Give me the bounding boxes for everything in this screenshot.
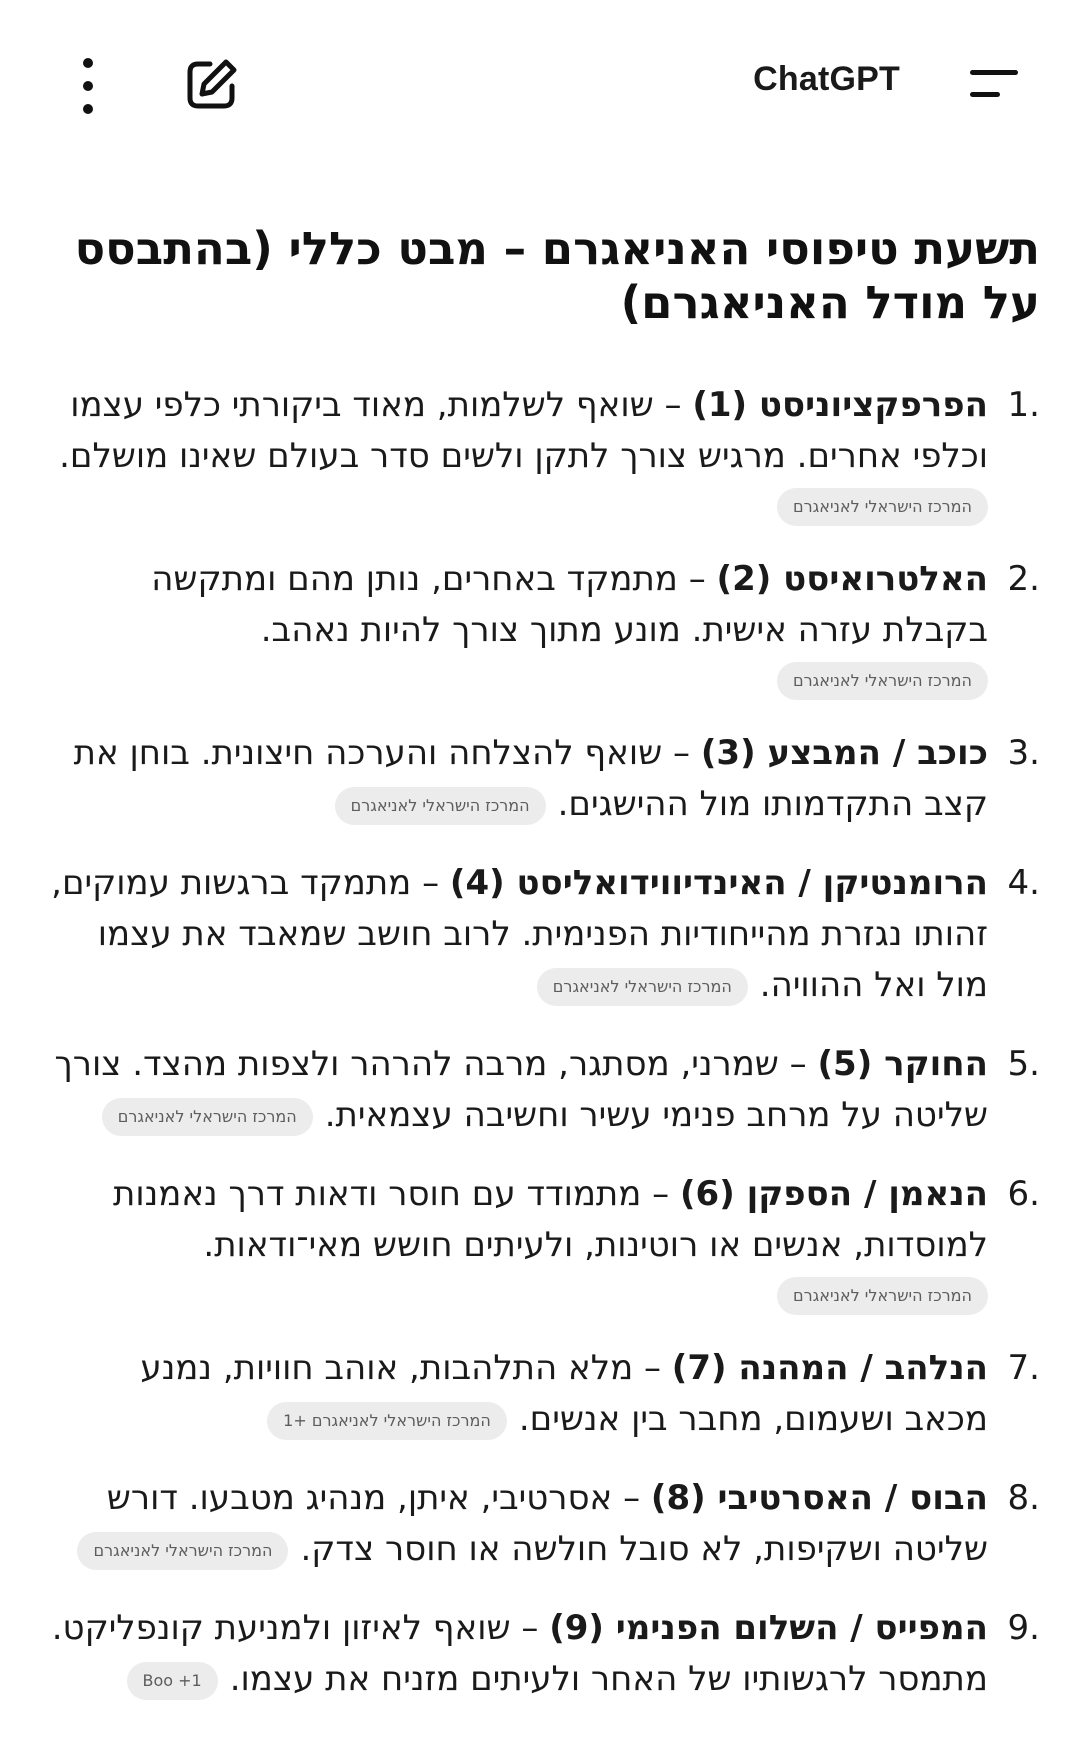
type-description: – שואף לשלמות, מאוד ביקורתי כלפי עצמו וכלפי אחרים. מרגיש צורך לתקן ולשים סדר בעולם שאינו מושלם.	[59, 385, 988, 476]
app-title[interactable]: ChatGPT	[753, 60, 900, 98]
type-description: – מתמקד באחרים, נותן מהם ומתקשה בקבלת עזרה אישית. מונע מתוך צורך להיות נאהב.	[151, 559, 988, 650]
more-vertical-icon[interactable]	[78, 58, 102, 114]
citation-chip[interactable]: המרכז הישראלי לאניאגרם +1	[267, 1402, 507, 1440]
type-description: – שואף להצלחה והערכה חיצונית. בוחן את קצב התקדמותו מול ההישגים.	[73, 733, 988, 824]
response-heading: תשעת טיפוסי האניאגרם – מבט כללי (בהתבסס על מודל האניאגרם)	[74, 222, 1040, 329]
top-bar	[0, 0, 1080, 170]
list-item	[50, 1473, 1040, 1575]
message-content	[50, 222, 1040, 1733]
list-item	[50, 1343, 1040, 1445]
citation-chip[interactable]: המרכז הישראלי לאניאגרם	[777, 662, 988, 700]
type-name: הנאמן / הספקן (6)	[679, 1174, 988, 1214]
citation-chip[interactable]: המרכז הישראלי לאניאגרם	[777, 1277, 988, 1315]
item-number: 9.	[1007, 1608, 1040, 1648]
type-description: – שמרני, מסתגר, מרבה להרהר ולצפות מהצד. צורך שליטה על מרחב פנימי עשיר וחשיבה עצמאית.	[54, 1044, 988, 1135]
type-name: המפייס / השלום הפנימי (9)	[549, 1608, 988, 1648]
item-number: 6.	[1007, 1174, 1040, 1214]
citation-chip[interactable]: המרכז הישראלי לאניאגרם	[777, 488, 988, 526]
item-number: 4.	[1007, 863, 1040, 903]
enneagram-types-list	[50, 380, 1040, 1705]
item-number: 8.	[1007, 1478, 1040, 1518]
list-item	[50, 554, 1040, 700]
type-name: הנלהב / המהנה (7)	[671, 1348, 988, 1388]
list-item	[50, 858, 1040, 1011]
type-name: הרומנטיקן / האינדיווידואליסט (4)	[449, 863, 988, 903]
type-name: הבוס / האסרטיבי (8)	[650, 1478, 988, 1518]
list-item	[50, 1603, 1040, 1705]
type-description: – אסרטיבי, איתן, מנהיג מטבעו. דורש שליטה ושקיפות, לא סובל חולשה או חוסר צדק.	[106, 1478, 988, 1569]
menu-icon[interactable]	[966, 64, 1018, 104]
item-number: 7.	[1007, 1348, 1040, 1388]
item-number: 1.	[1007, 385, 1040, 425]
type-name: כוכב / המבצע (3)	[700, 733, 988, 773]
item-number: 2.	[1007, 559, 1040, 599]
type-description: – שואף לאיזון ולמניעת קונפליקט. מתמסר לרגשותיו של האחר ולעיתים מזניח את עצמו.	[51, 1608, 988, 1699]
item-number: 5.	[1007, 1044, 1040, 1084]
list-item	[50, 380, 1040, 526]
citation-chip[interactable]: Boo +1	[127, 1662, 218, 1700]
item-number: 3.	[1007, 733, 1040, 773]
list-item	[50, 1169, 1040, 1315]
type-description: – מלא התלהבות, אוהב חוויות, נמנע מכאב ושעמום, מחבר בין אנשים.	[140, 1348, 988, 1439]
type-name: האלטרואיסט (2)	[716, 559, 988, 599]
citation-chip[interactable]: המרכז הישראלי לאניאגרם	[102, 1098, 313, 1136]
new-chat-icon[interactable]	[182, 56, 240, 114]
citation-chip[interactable]: המרכז הישראלי לאניאגרם	[77, 1532, 288, 1570]
type-description: – מתמודד עם חוסר ודאות דרך נאמנות למוסדות, אנשים או רוטינות, ולעיתים חושש מאי־ודאות.	[113, 1174, 988, 1265]
citation-chip[interactable]: המרכז הישראלי לאניאגרם	[537, 968, 748, 1006]
list-item	[50, 728, 1040, 830]
citation-chip[interactable]: המרכז הישראלי לאניאגרם	[335, 787, 546, 825]
type-name: החוקר (5)	[817, 1044, 988, 1084]
type-name: הפרפקציוניסט (1)	[692, 385, 988, 425]
list-item	[50, 1039, 1040, 1141]
type-description: – מתמקד ברגשות עמוקים, זהותו נגזרת מהייחודיות הפנימית. לרוב חושב שמאבד את עצמו מול ואל ההוויה.	[51, 863, 988, 1005]
